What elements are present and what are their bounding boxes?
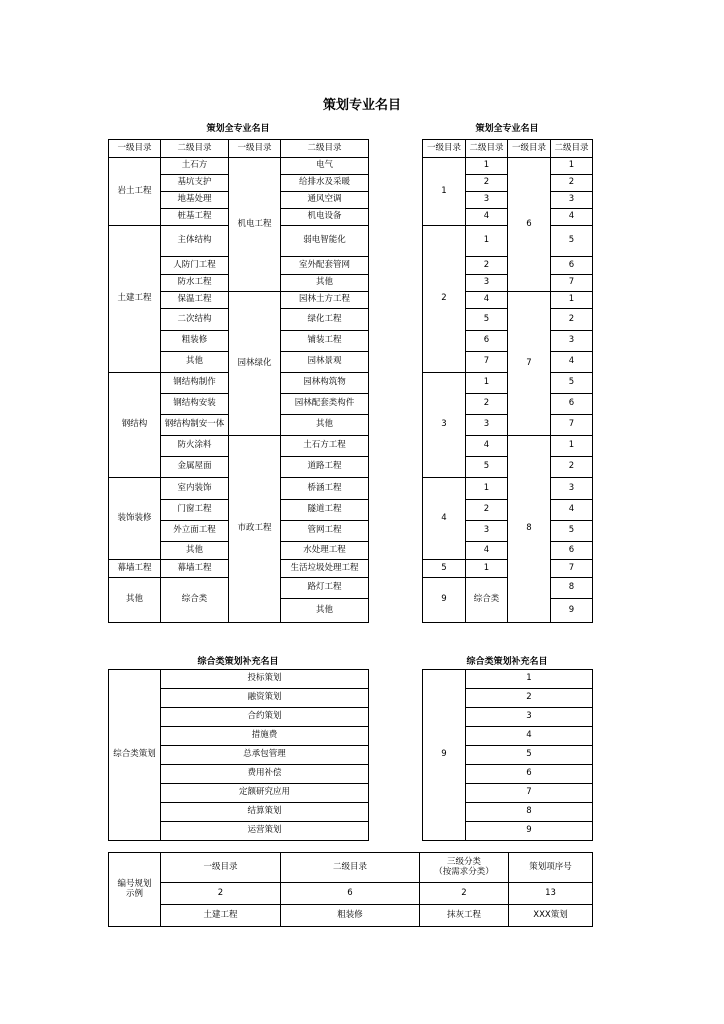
code-l2-cell: 1 bbox=[466, 158, 508, 175]
example-name: 粗装修 bbox=[281, 905, 420, 927]
l2-cell: 弱电智能化 bbox=[281, 226, 369, 257]
l2-cell: 其他 bbox=[281, 275, 369, 292]
code-l2-cell: 3 bbox=[466, 415, 508, 436]
example-header-level2: 二级目录 bbox=[281, 853, 420, 883]
l2-cell: 给排水及采暖 bbox=[281, 175, 369, 192]
code-l2-cell: 3 bbox=[466, 192, 508, 209]
code-l2-cell: 6 bbox=[551, 542, 593, 560]
example-number: 2 bbox=[420, 883, 509, 905]
code-l1-cell: 9 bbox=[423, 578, 466, 623]
l2-cell: 管网工程 bbox=[281, 521, 369, 542]
supplement-code-item: 4 bbox=[466, 727, 593, 746]
supplement-code-item: 2 bbox=[466, 689, 593, 708]
l2-cell: 其他 bbox=[281, 599, 369, 623]
l2-cell: 外立面工程 bbox=[161, 521, 229, 542]
code-l2-cell: 2 bbox=[551, 309, 593, 331]
code-l2-cell: 2 bbox=[466, 394, 508, 415]
code-l2-cell: 综合类 bbox=[466, 578, 508, 623]
supplement-code-item: 3 bbox=[466, 708, 593, 727]
table4-caption: 综合类策划补充名目 bbox=[466, 657, 548, 667]
l2-cell: 粗装修 bbox=[161, 331, 229, 352]
code-l2-cell: 2 bbox=[466, 500, 508, 521]
supplement-item: 投标策划 bbox=[161, 670, 369, 689]
l2-cell: 防水工程 bbox=[161, 275, 229, 292]
code-l2-cell: 3 bbox=[551, 331, 593, 352]
l2-cell: 水处理工程 bbox=[281, 542, 369, 560]
code-l1-cell: 7 bbox=[508, 292, 551, 436]
code-l2-cell: 1 bbox=[551, 292, 593, 309]
code-l2-cell: 5 bbox=[466, 457, 508, 478]
l2-cell: 综合类 bbox=[161, 578, 229, 623]
supplement-table-codes bbox=[422, 669, 593, 841]
example-number: 6 bbox=[281, 883, 420, 905]
t1-header-level1: 一级目录 bbox=[229, 140, 281, 158]
example-header-level3: 三级分类 （按需求分类） bbox=[420, 853, 509, 883]
code-l2-cell: 1 bbox=[551, 436, 593, 457]
t2-header-level1: 一级目录 bbox=[423, 140, 466, 158]
supplement-table-names bbox=[108, 669, 369, 841]
code-l2-cell: 6 bbox=[551, 257, 593, 275]
example-number: 2 bbox=[161, 883, 281, 905]
l2-cell: 基坑支护 bbox=[161, 175, 229, 192]
l2-cell: 其他 bbox=[161, 352, 229, 373]
l1-cell: 土建工程 bbox=[109, 226, 161, 373]
supplement-code-item: 1 bbox=[466, 670, 593, 689]
l2-cell: 幕墙工程 bbox=[161, 560, 229, 578]
l2-cell: 电气 bbox=[281, 158, 369, 175]
l2-cell: 其他 bbox=[281, 415, 369, 436]
l2-cell: 通风空调 bbox=[281, 192, 369, 209]
example-number: 13 bbox=[509, 883, 593, 905]
l2-cell: 园林土方工程 bbox=[281, 292, 369, 309]
code-l2-cell: 1 bbox=[466, 373, 508, 394]
code-l2-cell: 7 bbox=[466, 352, 508, 373]
supplement-item: 合约策划 bbox=[161, 708, 369, 727]
page-title: 策划专业名目 bbox=[322, 98, 401, 113]
full-catalog-table-codes bbox=[422, 139, 593, 623]
t1-header-level1: 一级目录 bbox=[109, 140, 161, 158]
l2-cell: 绿化工程 bbox=[281, 309, 369, 331]
t2-header-level2: 二级目录 bbox=[551, 140, 593, 158]
supplement-l1-cell: 综合类策划 bbox=[109, 670, 161, 841]
code-l2-cell: 3 bbox=[466, 521, 508, 542]
code-l2-cell: 4 bbox=[551, 352, 593, 373]
l2-cell: 金属屋面 bbox=[161, 457, 229, 478]
example-header-item-no: 策划项序号 bbox=[509, 853, 593, 883]
l2-cell: 主体结构 bbox=[161, 226, 229, 257]
l1-cell: 园林绿化 bbox=[229, 292, 281, 436]
code-l2-cell: 5 bbox=[466, 309, 508, 331]
l2-cell: 园林配套类构件 bbox=[281, 394, 369, 415]
supplement-item: 融资策划 bbox=[161, 689, 369, 708]
table3-caption: 综合类策划补充名目 bbox=[197, 657, 279, 667]
example-header-level1: 一级目录 bbox=[161, 853, 281, 883]
l2-cell: 室外配套管网 bbox=[281, 257, 369, 275]
l2-cell: 钢结构安装 bbox=[161, 394, 229, 415]
code-l2-cell: 6 bbox=[551, 394, 593, 415]
t2-header-level2: 二级目录 bbox=[466, 140, 508, 158]
code-l1-cell: 6 bbox=[508, 158, 551, 292]
code-l2-cell: 7 bbox=[551, 275, 593, 292]
l2-cell: 钢结构制作 bbox=[161, 373, 229, 394]
code-l2-cell: 5 bbox=[551, 373, 593, 394]
supplement-item: 费用补偿 bbox=[161, 765, 369, 784]
code-l2-cell: 2 bbox=[551, 175, 593, 192]
l2-cell: 人防门工程 bbox=[161, 257, 229, 275]
code-l2-cell: 4 bbox=[466, 209, 508, 226]
supplement-code-l1-cell: 9 bbox=[423, 670, 466, 841]
code-l2-cell: 1 bbox=[466, 478, 508, 500]
supplement-item: 结算策划 bbox=[161, 803, 369, 822]
l2-cell: 隧道工程 bbox=[281, 500, 369, 521]
code-l2-cell: 4 bbox=[466, 542, 508, 560]
l1-cell: 钢结构 bbox=[109, 373, 161, 478]
l2-cell: 机电设备 bbox=[281, 209, 369, 226]
l1-cell: 装饰装修 bbox=[109, 478, 161, 560]
l2-cell: 园林景观 bbox=[281, 352, 369, 373]
code-l1-cell: 2 bbox=[423, 226, 466, 373]
code-l2-cell: 6 bbox=[466, 331, 508, 352]
l2-cell: 桥涵工程 bbox=[281, 478, 369, 500]
supplement-code-item: 7 bbox=[466, 784, 593, 803]
table1-caption: 策划全专业名目 bbox=[206, 124, 270, 134]
code-l2-cell: 3 bbox=[551, 478, 593, 500]
l2-cell: 防火涂料 bbox=[161, 436, 229, 457]
code-l1-cell: 3 bbox=[423, 373, 466, 478]
l2-cell: 其他 bbox=[161, 542, 229, 560]
supplement-code-item: 9 bbox=[466, 822, 593, 841]
l2-cell: 二次结构 bbox=[161, 309, 229, 331]
code-l1-cell: 4 bbox=[423, 478, 466, 560]
code-l2-cell: 1 bbox=[466, 226, 508, 257]
l1-cell: 市政工程 bbox=[229, 436, 281, 623]
l2-cell: 生活垃圾处理工程 bbox=[281, 560, 369, 578]
example-name: 土建工程 bbox=[161, 905, 281, 927]
code-l1-cell: 1 bbox=[423, 158, 466, 226]
example-name: XXX策划 bbox=[509, 905, 593, 927]
l2-cell: 土石方工程 bbox=[281, 436, 369, 457]
numbering-example-table bbox=[108, 852, 593, 927]
example-label: 编号规划示例 bbox=[109, 853, 161, 927]
t1-header-level2: 二级目录 bbox=[161, 140, 229, 158]
l2-cell: 土石方 bbox=[161, 158, 229, 175]
code-l1-cell: 8 bbox=[508, 436, 551, 623]
supplement-code-item: 8 bbox=[466, 803, 593, 822]
l2-cell: 门窗工程 bbox=[161, 500, 229, 521]
supplement-item: 措施费 bbox=[161, 727, 369, 746]
code-l2-cell: 2 bbox=[551, 457, 593, 478]
code-l2-cell: 8 bbox=[551, 578, 593, 599]
full-catalog-table-names bbox=[108, 139, 369, 623]
code-l2-cell: 7 bbox=[551, 415, 593, 436]
example-name: 抹灰工程 bbox=[420, 905, 509, 927]
l2-cell: 保温工程 bbox=[161, 292, 229, 309]
code-l2-cell: 4 bbox=[551, 500, 593, 521]
l2-cell: 桩基工程 bbox=[161, 209, 229, 226]
supplement-item: 定额研究应用 bbox=[161, 784, 369, 803]
table2-caption: 策划全专业名目 bbox=[475, 124, 539, 134]
code-l2-cell: 5 bbox=[551, 521, 593, 542]
l2-cell: 地基处理 bbox=[161, 192, 229, 209]
code-l2-cell: 2 bbox=[466, 257, 508, 275]
supplement-code-item: 5 bbox=[466, 746, 593, 765]
code-l1-cell: 5 bbox=[423, 560, 466, 578]
code-l2-cell: 4 bbox=[466, 292, 508, 309]
code-l2-cell: 3 bbox=[551, 192, 593, 209]
l1-cell: 幕墙工程 bbox=[109, 560, 161, 578]
code-l2-cell: 2 bbox=[466, 175, 508, 192]
supplement-item: 运营策划 bbox=[161, 822, 369, 841]
l1-cell: 机电工程 bbox=[229, 158, 281, 292]
l2-cell: 道路工程 bbox=[281, 457, 369, 478]
l1-cell: 岩土工程 bbox=[109, 158, 161, 226]
l2-cell: 铺装工程 bbox=[281, 331, 369, 352]
l2-cell: 路灯工程 bbox=[281, 578, 369, 599]
code-l2-cell: 1 bbox=[466, 560, 508, 578]
l2-cell: 园林构筑物 bbox=[281, 373, 369, 394]
t2-header-level1: 一级目录 bbox=[508, 140, 551, 158]
supplement-item: 总承包管理 bbox=[161, 746, 369, 765]
supplement-code-item: 6 bbox=[466, 765, 593, 784]
code-l2-cell: 7 bbox=[551, 560, 593, 578]
l2-cell: 室内装饰 bbox=[161, 478, 229, 500]
code-l2-cell: 5 bbox=[551, 226, 593, 257]
code-l2-cell: 4 bbox=[551, 209, 593, 226]
code-l2-cell: 3 bbox=[466, 275, 508, 292]
t1-header-level2: 二级目录 bbox=[281, 140, 369, 158]
code-l2-cell: 4 bbox=[466, 436, 508, 457]
l1-cell: 其他 bbox=[109, 578, 161, 623]
code-l2-cell: 1 bbox=[551, 158, 593, 175]
code-l2-cell: 9 bbox=[551, 599, 593, 623]
l2-cell: 钢结构制安一体 bbox=[161, 415, 229, 436]
